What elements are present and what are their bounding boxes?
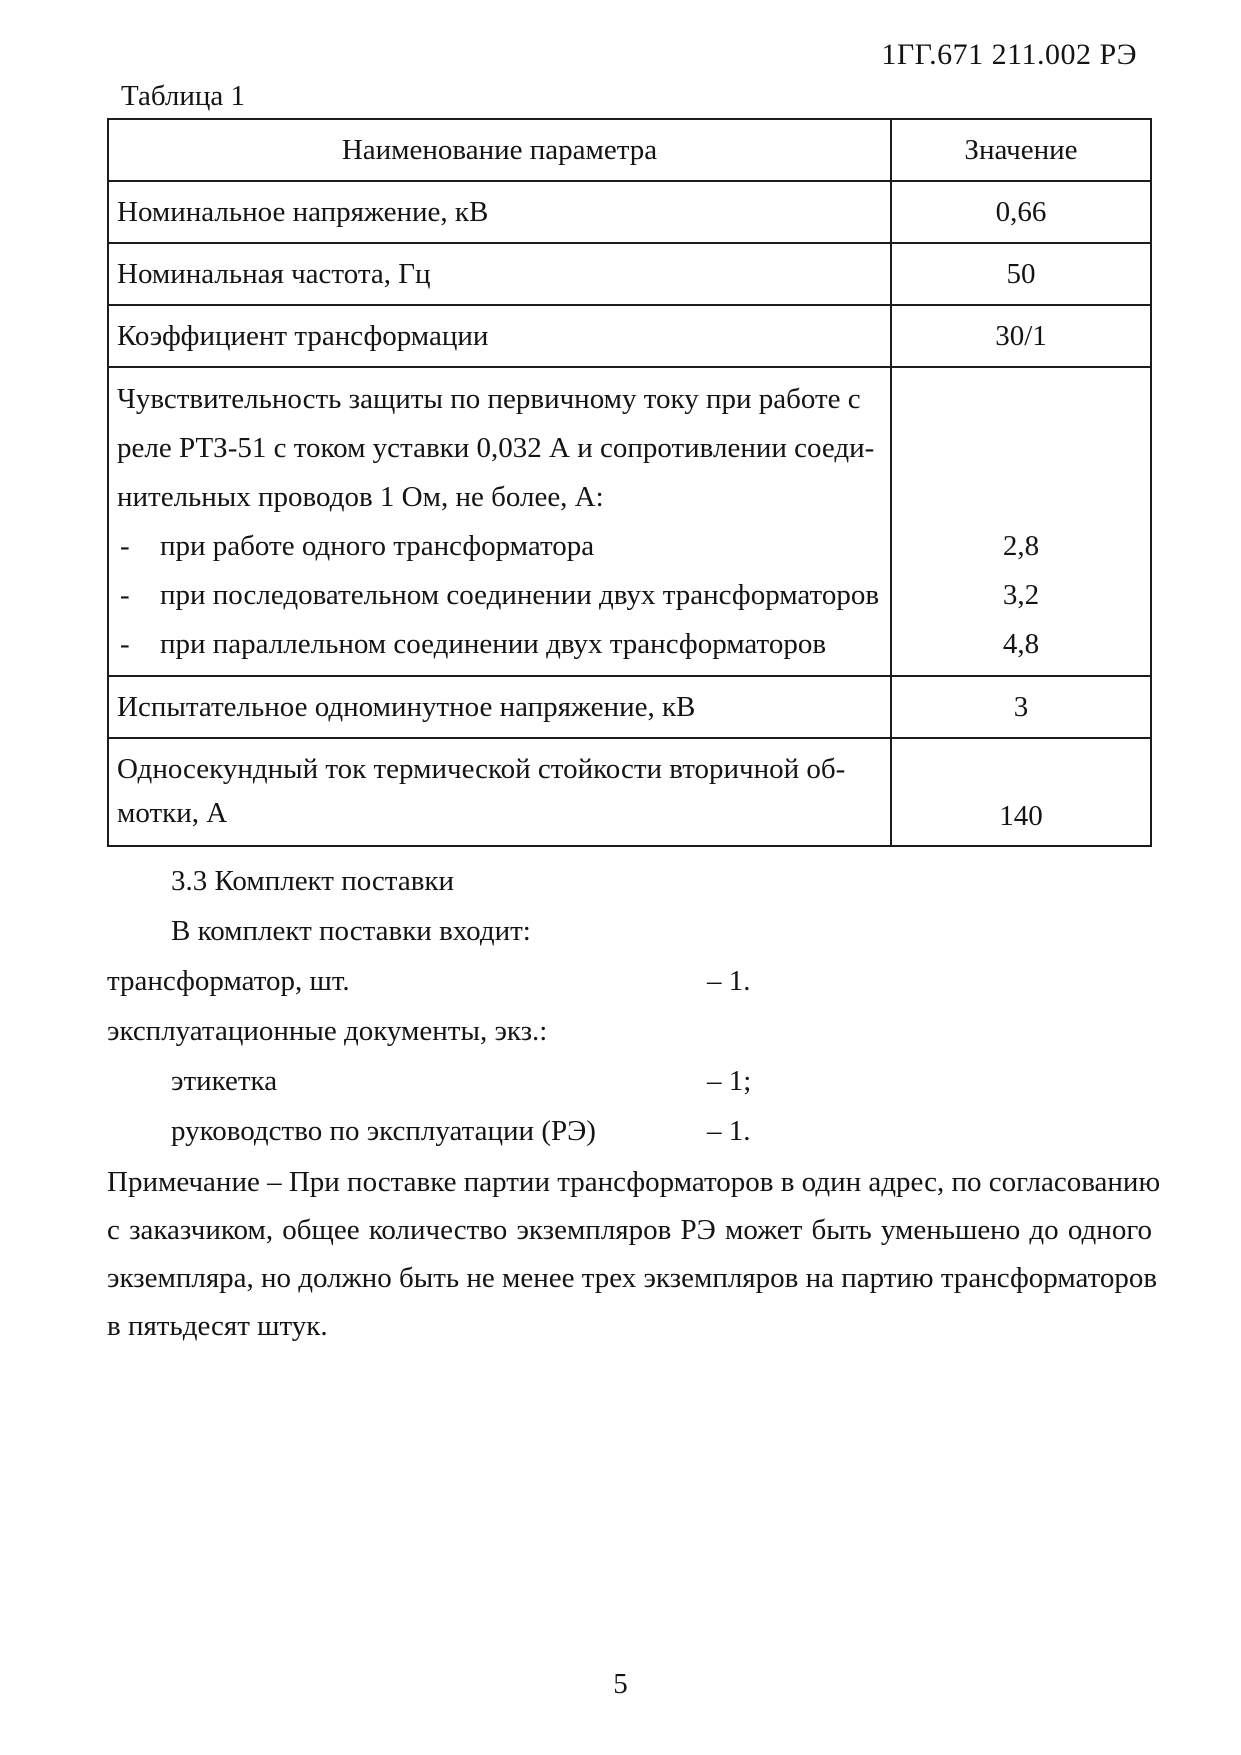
dash-marker: - xyxy=(120,530,130,562)
param-cell: Коэффициент трансформации xyxy=(108,305,891,367)
thermal-line: Односекундный ток термической стойкости вторичной об- xyxy=(117,752,846,785)
section-heading: 3.3 Комплект поставки xyxy=(171,864,455,897)
sensitivity-item xyxy=(117,620,882,669)
note-paragraph xyxy=(107,1158,1161,1350)
supply-item xyxy=(107,1006,1152,1056)
sensitivity-line: Чувствительность защиты по первичному току при работе с xyxy=(117,383,861,415)
param-cell xyxy=(108,738,891,846)
table-row xyxy=(108,181,1151,243)
page-number: 5 xyxy=(613,1668,628,1700)
header-cell-param: Наименование параметра xyxy=(108,119,891,181)
table-row xyxy=(108,676,1151,738)
supply-item-value: – 1. xyxy=(707,1114,751,1147)
sensitivity-line: нительных проводов 1 Ом, не более, А: xyxy=(117,481,604,513)
dash-marker: - xyxy=(120,628,130,660)
note-line: с заказчиком, общее количество экземпляров РЭ может быть уменьшено до одного xyxy=(107,1214,1152,1246)
supply-item-label: руководство по эксплуатации (РЭ) xyxy=(171,1114,596,1147)
sensitivity-line: реле РТЗ-51 с током уставки 0,032 А и сопротивлении соеди- xyxy=(117,432,875,464)
value-cell xyxy=(891,367,1151,676)
sensitivity-item xyxy=(117,571,882,620)
table-row xyxy=(108,305,1151,367)
parameters-table xyxy=(107,118,1152,847)
sensitivity-item-value: 2,8 xyxy=(1002,530,1040,562)
sensitivity-item xyxy=(117,522,882,571)
sensitivity-item-value: 4,8 xyxy=(1002,628,1040,660)
supply-item-value: – 1. xyxy=(707,964,751,997)
note-line: Примечание – При поставке партии трансформаторов в один адрес, по согласованию xyxy=(107,1166,1161,1198)
table-row-thermal xyxy=(108,738,1151,846)
supply-item-label: эксплуатационные документы, экз.: xyxy=(107,1014,548,1047)
sensitivity-item-label: при последовательном соединении двух трансформаторов xyxy=(160,579,880,611)
supply-item-label: трансформатор, шт. xyxy=(107,964,350,997)
supply-section xyxy=(107,856,1161,1350)
value-cell: 0,66 xyxy=(891,181,1151,243)
thermal-line: мотки, А xyxy=(117,796,228,829)
note-line: в пятьдесят штук. xyxy=(107,1310,328,1342)
section-intro: В комплект поставки входит: xyxy=(171,914,531,947)
supply-item xyxy=(107,1056,1152,1106)
table-row-sensitivity xyxy=(108,367,1151,676)
sensitivity-item-label: при параллельном соединении двух трансформаторов xyxy=(160,628,827,660)
value-cell: 30/1 xyxy=(891,305,1151,367)
table-row xyxy=(108,243,1151,305)
note-line: экземпляра, но должно быть не менее трех экземпляров на партию трансформаторов xyxy=(107,1262,1158,1294)
table-caption: Таблица 1 xyxy=(121,80,246,112)
table-header-row xyxy=(108,119,1151,181)
value-cell: 50 xyxy=(891,243,1151,305)
value-cell: 140 xyxy=(891,738,1151,846)
supply-item xyxy=(107,1106,1152,1156)
param-cell: Номинальная частота, Гц xyxy=(108,243,891,305)
value-cell: 3 xyxy=(891,676,1151,738)
header-cell-value: Значение xyxy=(891,119,1151,181)
supply-item-value: – 1; xyxy=(707,1064,752,1097)
doc-number: 1ГГ.671 211.002 РЭ xyxy=(881,38,1137,71)
supply-item-label: этикетка xyxy=(171,1064,278,1097)
dash-marker: - xyxy=(120,579,130,611)
param-cell: Номинальное напряжение, кВ xyxy=(108,181,891,243)
param-cell xyxy=(108,367,891,676)
sensitivity-item-label: при работе одного трансформатора xyxy=(160,530,595,562)
param-cell: Испытательное одноминутное напряжение, кВ xyxy=(108,676,891,738)
supply-item xyxy=(107,956,1152,1006)
sensitivity-item-value: 3,2 xyxy=(1002,579,1040,611)
